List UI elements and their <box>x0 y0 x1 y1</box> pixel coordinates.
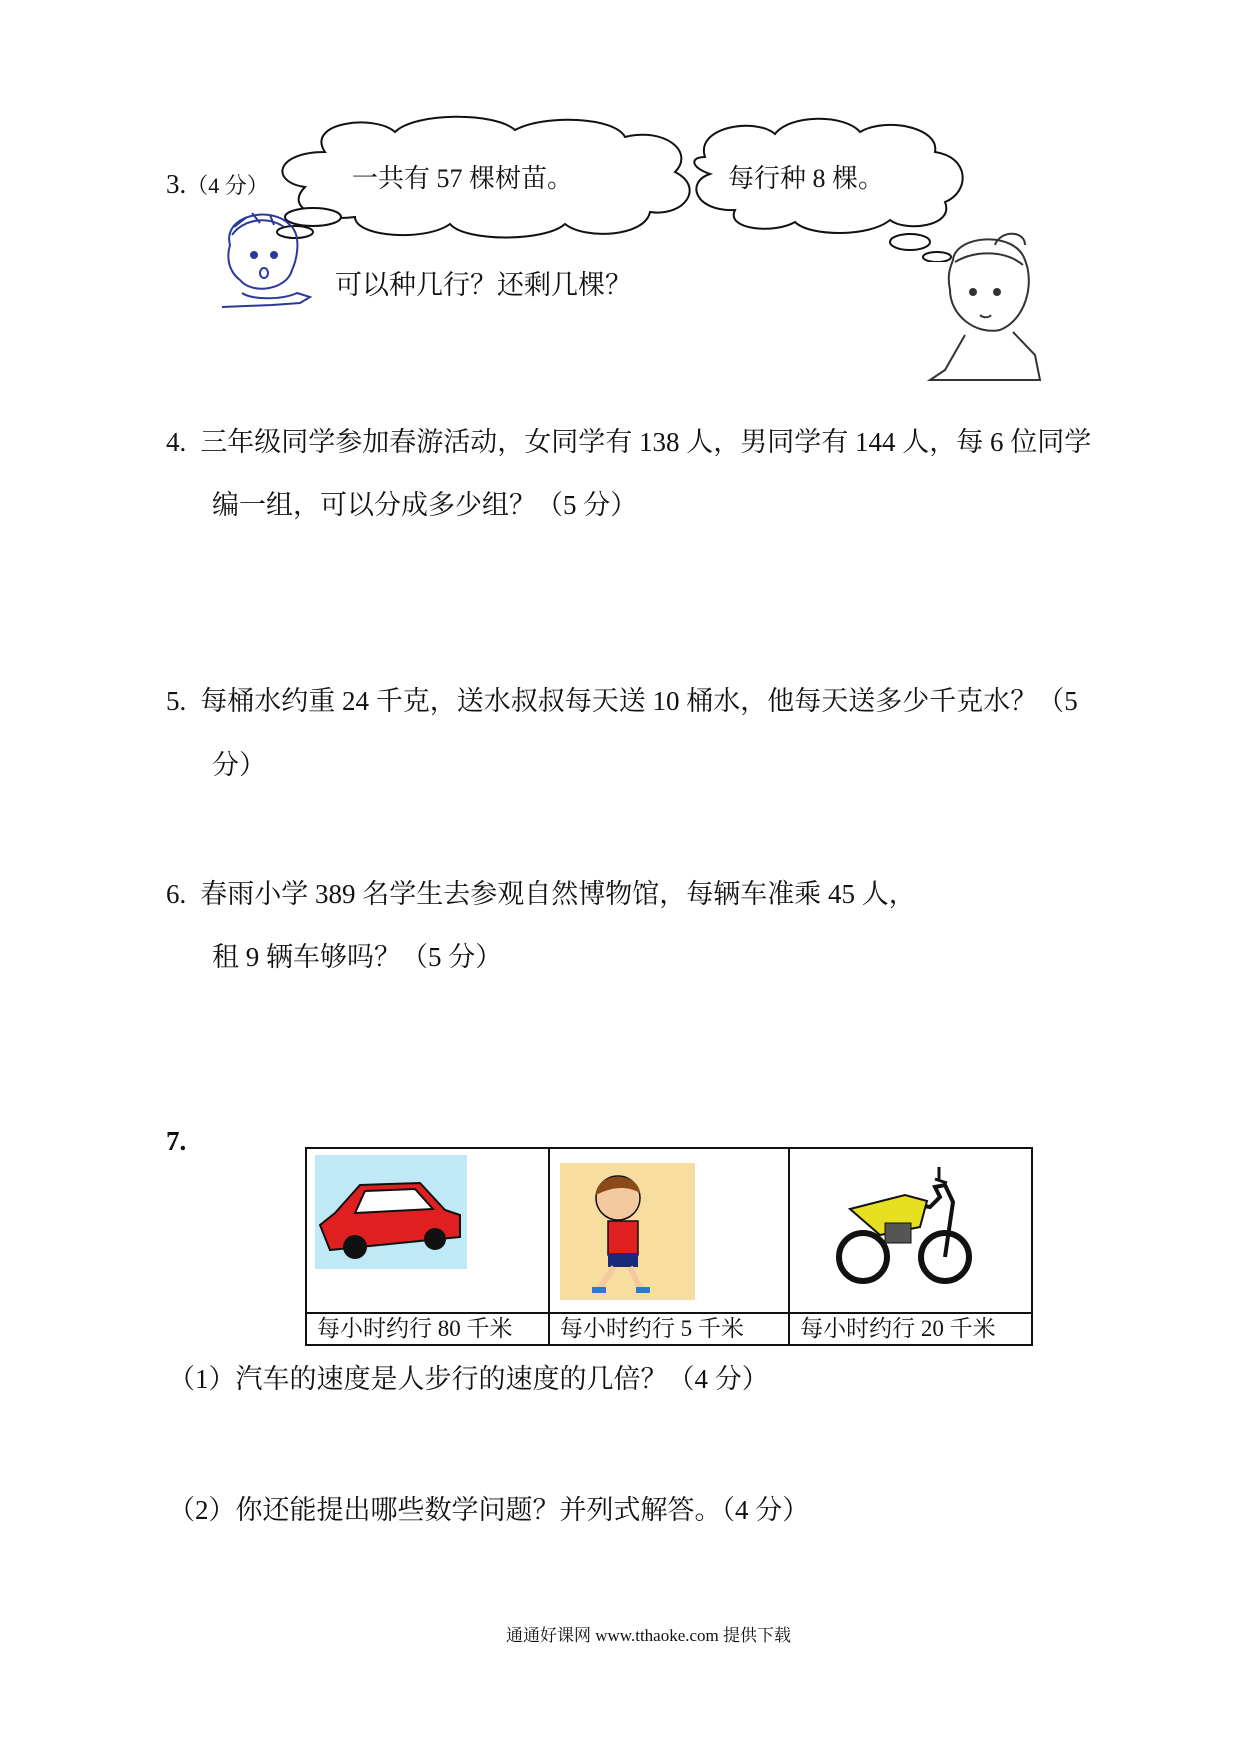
boy-sketch-icon <box>212 205 312 310</box>
q3-question: 可以种几行？还剩几棵？ <box>335 270 632 300</box>
q5-line1: 5. 每桶水约重 24 千克，送水叔叔每天送 10 桶水，他每天送多少千克水？（5 <box>166 686 1078 716</box>
motorcycle-icon <box>835 1157 975 1287</box>
footer-text: 通通好课网 www.tthaoke.com 提供下载 <box>506 1626 792 1645</box>
q7-sub2: （2）你还能提出哪些数学问题？并列式解答。（4 分） <box>168 1495 810 1525</box>
motorcycle-cell <box>789 1148 1032 1313</box>
q4-line2: 编一组，可以分成多少组？（5 分） <box>212 490 638 520</box>
car-cell <box>306 1148 549 1313</box>
vehicle-speed-table <box>305 1147 1033 1346</box>
q3-number: 3.（4 分） <box>166 169 269 199</box>
q4-line1: 4. 三年级同学参加春游活动，女同学有 138 人，男同学有 144 人，每 6 位同学 <box>166 427 1092 457</box>
car-speed-label: 每小时约行 80 千米 <box>306 1313 549 1345</box>
boy-cell <box>549 1148 789 1313</box>
bubble-left-text: 一共有 57 棵树苗。 <box>352 164 574 193</box>
walking-boy-icon <box>560 1163 695 1300</box>
q7-number: 7. <box>166 1126 187 1156</box>
q5-line2: 分） <box>212 750 266 780</box>
motorcycle-speed-label: 每小时约行 20 千米 <box>789 1313 1032 1345</box>
girl-sketch-icon <box>925 230 1050 390</box>
q7-sub1: （1）汽车的速度是人步行的速度的几倍？（4 分） <box>168 1364 769 1394</box>
boy-speed-label: 每小时约行 5 千米 <box>549 1313 789 1345</box>
q6-line2: 租 9 辆车够吗？（5 分） <box>212 942 503 972</box>
car-icon <box>315 1155 467 1269</box>
q6-line1: 6. 春雨小学 389 名学生去参观自然博物馆，每辆车准乘 45 人， <box>166 879 916 909</box>
bubble-right-text: 每行种 8 棵。 <box>728 164 885 193</box>
